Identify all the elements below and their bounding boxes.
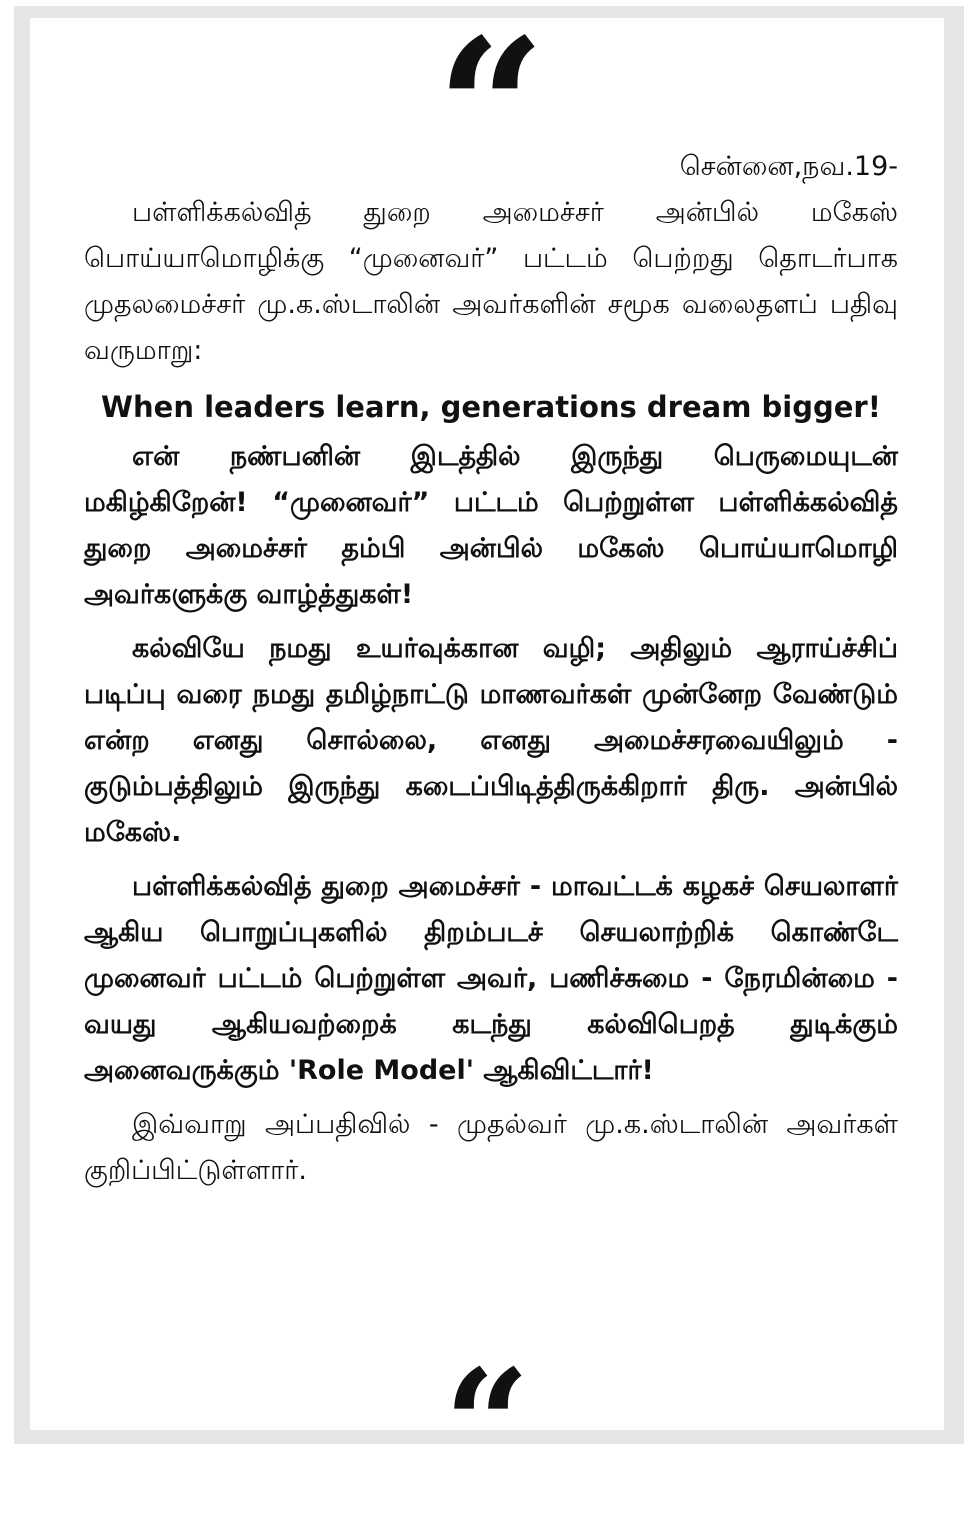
newspaper-clipping [14, 0, 964, 1513]
quote-paragraph-role-model: பள்ளிக்கல்வித் துறை அமைச்சர் - மாவட்டக் கழகச் செயலாளர் ஆகிய பொறுப்புகளில் திறம்படச் செயலாற்றிக் கொண்டே முனைவர் பட்டம் பெற்றுள்ள அவர், பணிச்சுமை - நேரமின்மை - வயது ஆகியவற்றைக் கடந்து கல்விபெறத் துடிக்கும் அனைவருக்கும் 'Role Model' ஆகிவிட்டார்! [84, 871, 898, 1086]
close-quote-icon: “ [443, 1337, 531, 1513]
quote-paragraph-education: கல்வியே நமது உயர்வுக்கான வழி; அதிலும் ஆராய்ச்சிப் படிப்பு வரை நமது தமிழ்நாட்டு மாணவர்கள் முன்னேற வேண்டும் என்ற எனது சொல்லை, எனது அமைச்சரவையிலும் - குடும்பத்திலும் இருந்து கடைப்பிடித்திருக்கிறார் திரு. அன்பில் மகேஸ். [84, 633, 898, 848]
closing-paragraph: இவ்வாறு அப்பதிவில் - முதல்வர் மு.க.ஸ்டாலின் அவர்கள் குறிப்பிட்டுள்ளார். [84, 1109, 898, 1186]
intro-paragraph: பள்ளிக்கல்வித் துறை அமைச்சர் அன்பில் மகேஸ் பொய்யாமொழிக்கு “முனைவர்” பட்டம் பெற்றது தொடர்பாக முதலமைச்சர் மு.க.ஸ்டாலின் அவர்களின் சமூக வலைதளப் பதிவு வருமாறு: [84, 197, 898, 366]
open-quote-icon: “ [436, 0, 546, 220]
article-panel [30, 0, 944, 1513]
dateline: சென்னை,நவ.19- [679, 151, 898, 182]
post-headline: When leaders learn, generations dream bigger! [101, 390, 881, 424]
quote-paragraph-congratulations: என் நண்பனின் இடத்தில் இருந்து பெருமையுடன் மகிழ்கிறேன்! “முனைவர்” பட்டம் பெற்றுள்ள பள்ளிக்கல்வித் துறை அமைச்சர் தம்பி அன்பில் மகேஸ் பொய்யாமொழி அவர்களுக்கு வாழ்த்துகள்! [84, 441, 898, 610]
